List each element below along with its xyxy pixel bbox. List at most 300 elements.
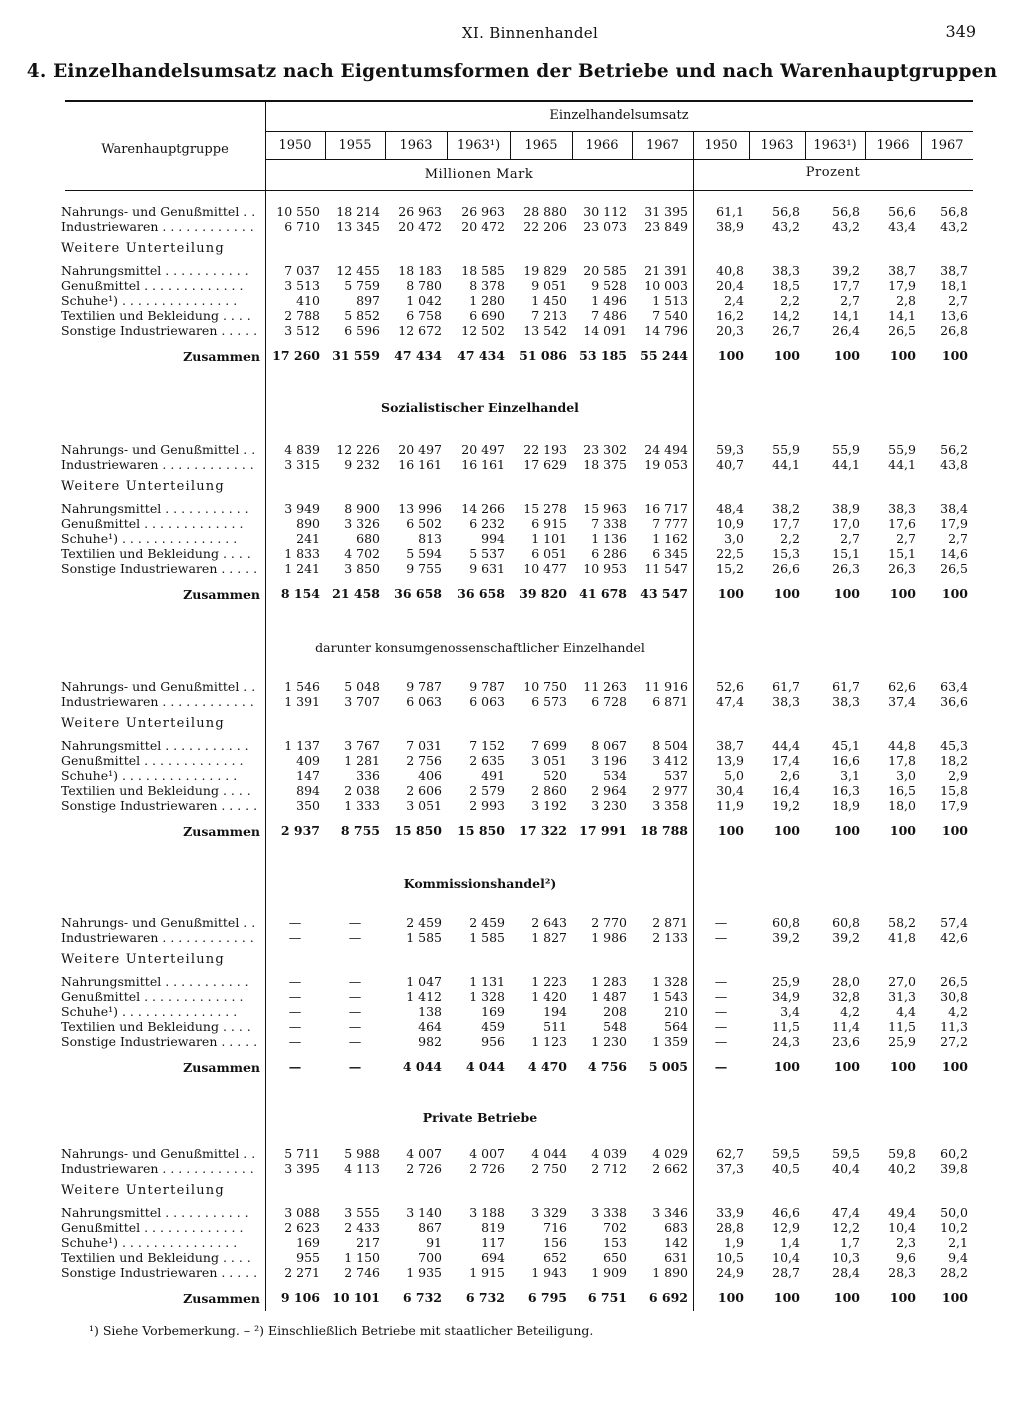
table-cell: 26,5 xyxy=(940,561,968,576)
table-cell: 28,2 xyxy=(940,1265,968,1280)
table-cell: 1 223 xyxy=(531,974,567,989)
table-cell: 23 849 xyxy=(644,219,688,234)
table-cell: 17 629 xyxy=(523,457,567,472)
table-cell: 47 434 xyxy=(394,348,442,363)
unit-absolute: Millionen Mark xyxy=(424,167,534,182)
table-cell: 22,5 xyxy=(716,546,744,561)
table-cell: 36,6 xyxy=(940,694,968,709)
table-cell: 138 xyxy=(418,1004,442,1019)
table-cell: 17,9 xyxy=(888,278,916,293)
row-label-schuhe: Schuhe¹) . . . . . . . . . . . . . . . xyxy=(61,293,238,308)
table-cell: 153 xyxy=(603,1235,627,1250)
table-cell: 2 788 xyxy=(284,308,320,323)
table-cell: 19 829 xyxy=(523,263,567,278)
year-header-pct: 1950 xyxy=(704,138,738,153)
table-cell: 3 192 xyxy=(531,798,567,813)
table-cell: 10 750 xyxy=(523,679,567,694)
table-cell: 4 113 xyxy=(344,1161,380,1176)
table-cell: 1 935 xyxy=(406,1265,442,1280)
row-label-schuhe: Schuhe¹) . . . . . . . . . . . . . . . xyxy=(61,768,238,783)
table-cell: 59,8 xyxy=(888,1146,916,1161)
table-cell: 39,2 xyxy=(832,263,860,278)
table-cell: 100 xyxy=(889,823,916,838)
table-cell: 20,4 xyxy=(716,278,744,293)
table-cell: 194 xyxy=(543,1004,567,1019)
section-title: Kommissionshandel²) xyxy=(403,876,557,891)
table-cell: 3,0 xyxy=(724,531,744,546)
total-label: Zusammen xyxy=(183,349,260,364)
table-cell: 19 053 xyxy=(644,457,688,472)
table-cell: 1 230 xyxy=(591,1034,627,1049)
table-cell: 867 xyxy=(418,1220,442,1235)
table-cell: 3 555 xyxy=(344,1205,380,1220)
table-cell: 47,4 xyxy=(716,694,744,709)
table-cell: 2 977 xyxy=(652,783,688,798)
table-cell: 55 244 xyxy=(640,348,688,363)
table-cell: 26,4 xyxy=(832,323,860,338)
table-cell: 20 497 xyxy=(398,442,442,457)
table-cell: 7 213 xyxy=(531,308,567,323)
table-cell: 6 728 xyxy=(591,694,627,709)
table-cell: 60,8 xyxy=(832,915,860,930)
year-header-abs: 1967 xyxy=(645,138,680,153)
table-cell: 18 788 xyxy=(640,823,688,838)
table-cell: 28,4 xyxy=(832,1265,860,1280)
table-cell: 15 278 xyxy=(523,501,567,516)
top-header: Einzelhandelsumsatz xyxy=(549,108,689,123)
table-cell: 44,8 xyxy=(888,738,916,753)
table-cell: 45,1 xyxy=(832,738,860,753)
table-cell: 60,2 xyxy=(940,1146,968,1161)
table-cell: 17 260 xyxy=(272,348,320,363)
table-cell: 3 412 xyxy=(652,753,688,768)
table-cell: 52,6 xyxy=(716,679,744,694)
table-cell: 26,5 xyxy=(888,323,916,338)
table-cell: 6 690 xyxy=(469,308,505,323)
table-cell: 3 188 xyxy=(469,1205,505,1220)
row-label-genussmittel: Genußmittel . . . . . . . . . . . . . xyxy=(61,1220,244,1235)
table-cell: — xyxy=(348,974,362,989)
table-cell: 716 xyxy=(543,1220,567,1235)
row-label-nahrungsmittel: Nahrungsmittel . . . . . . . . . . . xyxy=(61,263,249,278)
table-cell: 208 xyxy=(603,1004,627,1019)
table-cell: 24,9 xyxy=(716,1265,744,1280)
table-cell: 15 850 xyxy=(394,823,442,838)
table-cell: 56,8 xyxy=(832,204,860,219)
table-cell: 3,0 xyxy=(896,768,916,783)
table-cell: 3 395 xyxy=(284,1161,320,1176)
table-cell: 12 672 xyxy=(398,323,442,338)
table-cell: 6 596 xyxy=(344,323,380,338)
subdivision-heading: Weitere Unterteilung xyxy=(61,1183,225,1198)
table-cell: 6 732 xyxy=(465,1290,505,1305)
table-cell: 10 101 xyxy=(332,1290,380,1305)
table-cell: — xyxy=(714,989,728,1004)
table-cell: 28,3 xyxy=(888,1265,916,1280)
table-cell: 5 852 xyxy=(344,308,380,323)
table-cell: 520 xyxy=(543,768,567,783)
table-cell: 12,9 xyxy=(772,1220,800,1235)
table-cell: 2 038 xyxy=(344,783,380,798)
table-cell: 156 xyxy=(543,1235,567,1250)
table-cell: 3 230 xyxy=(591,798,627,813)
table-cell: 1 328 xyxy=(469,989,505,1004)
table-cell: 1 131 xyxy=(469,974,505,989)
table-cell: 2,1 xyxy=(948,1235,968,1250)
table-cell: 40,2 xyxy=(888,1161,916,1176)
table-cell: 210 xyxy=(664,1004,688,1019)
table-cell: 17 991 xyxy=(579,823,627,838)
table-cell: 17,0 xyxy=(832,516,860,531)
table-cell: 2 579 xyxy=(469,783,505,798)
table-cell: 459 xyxy=(481,1019,505,1034)
table-cell: 8 900 xyxy=(344,501,380,516)
table-cell: 26 963 xyxy=(398,204,442,219)
table-cell: 2 964 xyxy=(591,783,627,798)
table-cell: 13,9 xyxy=(716,753,744,768)
column-rule xyxy=(632,131,633,159)
table-cell: 3 346 xyxy=(652,1205,688,1220)
table-cell: 41 678 xyxy=(579,586,627,601)
table-cell: 8 378 xyxy=(469,278,505,293)
table-cell: — xyxy=(714,1059,728,1074)
table-cell: — xyxy=(714,915,728,930)
table-cell: 680 xyxy=(356,531,380,546)
table-cell: 410 xyxy=(296,293,320,308)
table-cell: 20 497 xyxy=(461,442,505,457)
table-cell: 6 345 xyxy=(652,546,688,561)
table-cell: 2 643 xyxy=(531,915,567,930)
table-cell: 40,7 xyxy=(716,457,744,472)
table-cell: 100 xyxy=(717,823,744,838)
chapter-header: XI. Binnenhandel xyxy=(461,24,599,42)
table-cell: 10,9 xyxy=(716,516,744,531)
row-label-genussmittel: Genußmittel . . . . . . . . . . . . . xyxy=(61,989,244,1004)
table-cell: — xyxy=(288,974,302,989)
table-cell: — xyxy=(714,974,728,989)
table-cell: 100 xyxy=(717,1290,744,1305)
table-cell: 631 xyxy=(664,1250,688,1265)
table-cell: 564 xyxy=(664,1019,688,1034)
table-cell: 100 xyxy=(941,1059,968,1074)
year-header-pct: 1963¹) xyxy=(813,138,857,153)
year-header-pct: 1966 xyxy=(876,138,910,153)
table-cell: 31 559 xyxy=(332,348,380,363)
table-cell: 1 391 xyxy=(284,694,320,709)
table-cell: 100 xyxy=(833,586,860,601)
table-cell: — xyxy=(348,1059,362,1074)
row-label-industriewaren: Industriewaren . . . . . . . . . . . . xyxy=(61,930,254,945)
table-cell: 10 003 xyxy=(644,278,688,293)
stub-header: Warenhauptgruppe xyxy=(101,142,229,157)
row-label-textilien: Textilien und Bekleidung . . . . xyxy=(61,1250,251,1265)
table-cell: 1 328 xyxy=(652,974,688,989)
table-cell: 5 048 xyxy=(344,679,380,694)
table-cell: 6 063 xyxy=(469,694,505,709)
table-cell: 7 699 xyxy=(531,738,567,753)
row-label-genussmittel: Genußmittel . . . . . . . . . . . . . xyxy=(61,516,244,531)
table-cell: 63,4 xyxy=(940,679,968,694)
table-cell: 18 183 xyxy=(398,263,442,278)
table-cell: 9 051 xyxy=(531,278,567,293)
table-cell: 11,5 xyxy=(888,1019,916,1034)
row-label-industriewaren: Industriewaren . . . . . . . . . . . . xyxy=(61,457,254,472)
subdivision-heading: Weitere Unterteilung xyxy=(61,716,225,731)
table-cell: 38,7 xyxy=(940,263,968,278)
table-cell: 1 137 xyxy=(284,738,320,753)
total-label: Zusammen xyxy=(183,824,260,839)
table-cell: 3,4 xyxy=(780,1004,800,1019)
table-cell: 1,9 xyxy=(724,1235,744,1250)
table-cell: 100 xyxy=(941,823,968,838)
table-cell: 55,9 xyxy=(888,442,916,457)
table-cell: 13 542 xyxy=(523,323,567,338)
table-cell: 30 112 xyxy=(583,204,627,219)
table-cell: 1 496 xyxy=(591,293,627,308)
table-cell: 23 073 xyxy=(583,219,627,234)
table-cell: 1,7 xyxy=(840,1235,860,1250)
table-cell: 13,6 xyxy=(940,308,968,323)
table-cell: 26,5 xyxy=(940,974,968,989)
table-cell: 14,1 xyxy=(888,308,916,323)
table-cell: 1 513 xyxy=(652,293,688,308)
table-cell: 17,7 xyxy=(832,278,860,293)
table-cell: 40,8 xyxy=(716,263,744,278)
table-cell: 10,4 xyxy=(772,1250,800,1265)
table-cell: 32,8 xyxy=(832,989,860,1004)
table-cell: 38,7 xyxy=(716,738,744,753)
table-cell: 2 746 xyxy=(344,1265,380,1280)
table-cell: 10,2 xyxy=(940,1220,968,1235)
table-cell: 890 xyxy=(296,516,320,531)
table-cell: 26,6 xyxy=(772,561,800,576)
table-cell: 4 702 xyxy=(344,546,380,561)
table-cell: 46,6 xyxy=(772,1205,800,1220)
row-label-textilien: Textilien und Bekleidung . . . . xyxy=(61,783,251,798)
column-rule xyxy=(325,131,326,159)
header-rule-1 xyxy=(265,131,973,132)
row-label-genussmittel: Genußmittel . . . . . . . . . . . . . xyxy=(61,278,244,293)
table-cell: 7 486 xyxy=(591,308,627,323)
table-cell: 56,8 xyxy=(940,204,968,219)
abs-pct-divider xyxy=(693,131,694,1311)
table-cell: 2 860 xyxy=(531,783,567,798)
table-cell: 40,5 xyxy=(772,1161,800,1176)
table-cell: 7 152 xyxy=(469,738,505,753)
table-cell: 3 051 xyxy=(406,798,442,813)
table-cell: 22 193 xyxy=(523,442,567,457)
table-cell: 16,2 xyxy=(716,308,744,323)
table-cell: 28,8 xyxy=(716,1220,744,1235)
table-cell: 11 916 xyxy=(644,679,688,694)
table-cell: 17 322 xyxy=(519,823,567,838)
table-cell: 2,6 xyxy=(780,768,800,783)
table-cell: 100 xyxy=(773,348,800,363)
table-cell: 11,5 xyxy=(772,1019,800,1034)
table-cell: 2,2 xyxy=(780,293,800,308)
table-cell: 1 047 xyxy=(406,974,442,989)
table-cell: 1 890 xyxy=(652,1265,688,1280)
table-cell: 100 xyxy=(889,348,916,363)
table-cell: 1 487 xyxy=(591,989,627,1004)
table-cell: 142 xyxy=(664,1235,688,1250)
table-cell: 25,9 xyxy=(888,1034,916,1049)
table-cell: 2 635 xyxy=(469,753,505,768)
table-cell: 2 993 xyxy=(469,798,505,813)
table-cell: 1 150 xyxy=(344,1250,380,1265)
row-label-nahrungsmittel: Nahrungsmittel . . . . . . . . . . . xyxy=(61,974,249,989)
table-cell: 1 280 xyxy=(469,293,505,308)
table-cell: 17,9 xyxy=(940,516,968,531)
year-header-abs: 1950 xyxy=(278,138,312,153)
table-cell: 956 xyxy=(481,1034,505,1049)
table-cell: 819 xyxy=(481,1220,505,1235)
table-cell: 1 585 xyxy=(469,930,505,945)
table-cell: 17,8 xyxy=(888,753,916,768)
row-label-textilien: Textilien und Bekleidung . . . . xyxy=(61,1019,251,1034)
table-cell: 5 537 xyxy=(469,546,505,561)
section-title: darunter konsumgenossenschaftlicher Einzelhandel xyxy=(315,640,645,655)
table-cell: 18 585 xyxy=(461,263,505,278)
table-cell: 1 162 xyxy=(652,531,688,546)
table-cell: 38,3 xyxy=(832,694,860,709)
table-cell: 38,7 xyxy=(888,263,916,278)
table-cell: 15,2 xyxy=(716,561,744,576)
year-header-pct: 1963 xyxy=(760,138,794,153)
table-cell: 650 xyxy=(603,1250,627,1265)
table-cell: 1 123 xyxy=(531,1034,567,1049)
table-cell: 15 850 xyxy=(457,823,505,838)
table-cell: 16,5 xyxy=(888,783,916,798)
table-cell: 38,3 xyxy=(772,263,800,278)
table-cell: 49,4 xyxy=(888,1205,916,1220)
column-rule xyxy=(749,131,750,159)
table-cell: 409 xyxy=(296,753,320,768)
table-cell: 994 xyxy=(481,531,505,546)
unit-percent: Prozent xyxy=(805,165,861,180)
table-cell: 38,3 xyxy=(888,501,916,516)
table-cell: 2 712 xyxy=(591,1161,627,1176)
table-cell: 39 820 xyxy=(519,586,567,601)
table-cell: 1 833 xyxy=(284,546,320,561)
table-cell: 9 631 xyxy=(469,561,505,576)
table-cell: 2 459 xyxy=(469,915,505,930)
table-cell: 1 042 xyxy=(406,293,442,308)
table-cell: 100 xyxy=(833,1059,860,1074)
table-cell: 2 871 xyxy=(652,915,688,930)
total-label: Zusammen xyxy=(183,1291,260,1306)
table-cell: 491 xyxy=(481,768,505,783)
table-cell: 40,4 xyxy=(832,1161,860,1176)
table-cell: 9 787 xyxy=(469,679,505,694)
table-cell: 9,6 xyxy=(896,1250,916,1265)
table-cell: 2,2 xyxy=(780,531,800,546)
table-cell: 53 185 xyxy=(579,348,627,363)
table-cell: 2,7 xyxy=(948,293,968,308)
table-cell: 3 767 xyxy=(344,738,380,753)
footnote: ¹) Siehe Vorbemerkung. – ²) Einschließlich Betriebe mit staatlicher Beteiligung. xyxy=(89,1323,594,1338)
table-cell: 19,2 xyxy=(772,798,800,813)
table-cell: 537 xyxy=(664,768,688,783)
year-header-abs: 1966 xyxy=(585,138,619,153)
table-cell: 147 xyxy=(296,768,320,783)
table-cell: 61,7 xyxy=(832,679,860,694)
table-cell: 169 xyxy=(296,1235,320,1250)
table-cell: 1 450 xyxy=(531,293,567,308)
page-number: 349 xyxy=(945,22,976,41)
table-cell: 9 106 xyxy=(280,1290,320,1305)
table-cell: 59,5 xyxy=(772,1146,800,1161)
table-cell: 12 455 xyxy=(336,263,380,278)
table-cell: 100 xyxy=(773,1059,800,1074)
table-cell: 217 xyxy=(356,1235,380,1250)
table-cell: 43,2 xyxy=(832,219,860,234)
table-cell: 1 585 xyxy=(406,930,442,945)
table-cell: 22 206 xyxy=(523,219,567,234)
table-cell: 31,3 xyxy=(888,989,916,1004)
table-cell: 16,4 xyxy=(772,783,800,798)
table-cell: 100 xyxy=(889,1059,916,1074)
table-cell: 61,1 xyxy=(716,204,744,219)
table-cell: 18,1 xyxy=(940,278,968,293)
table-cell: 10,4 xyxy=(888,1220,916,1235)
table-cell: 38,9 xyxy=(716,219,744,234)
year-header-abs: 1955 xyxy=(338,138,372,153)
table-cell: — xyxy=(288,1004,302,1019)
table-cell: 30,4 xyxy=(716,783,744,798)
table-cell: 4 470 xyxy=(527,1059,567,1074)
table-cell: 100 xyxy=(773,1290,800,1305)
table-cell: 26,3 xyxy=(832,561,860,576)
table-cell: 2,7 xyxy=(840,293,860,308)
table-cell: 894 xyxy=(296,783,320,798)
table-cell: 57,4 xyxy=(940,915,968,930)
table-cell: 26,8 xyxy=(940,323,968,338)
table-cell: 6 051 xyxy=(531,546,567,561)
table-cell: 6 232 xyxy=(469,516,505,531)
table-cell: 2 937 xyxy=(280,823,320,838)
table-cell: 26,3 xyxy=(888,561,916,576)
table-cell: 16 161 xyxy=(398,457,442,472)
table-cell: 36 658 xyxy=(394,586,442,601)
table-cell: 4 839 xyxy=(284,442,320,457)
header-bottom-rule xyxy=(65,190,973,191)
table-cell: 5 759 xyxy=(344,278,380,293)
table-cell: 47 434 xyxy=(457,348,505,363)
table-cell: 2,3 xyxy=(896,1235,916,1250)
table-cell: 18,5 xyxy=(772,278,800,293)
table-cell: 3 949 xyxy=(284,501,320,516)
table-cell: 982 xyxy=(418,1034,442,1049)
table-cell: 14,2 xyxy=(772,308,800,323)
table-cell: 2,9 xyxy=(948,768,968,783)
table-cell: 9,4 xyxy=(948,1250,968,1265)
table-cell: 100 xyxy=(941,348,968,363)
table-cell: 27,2 xyxy=(940,1034,968,1049)
table-cell: 62,7 xyxy=(716,1146,744,1161)
row-label-schuhe: Schuhe¹) . . . . . . . . . . . . . . . xyxy=(61,531,238,546)
table-cell: 6 573 xyxy=(531,694,567,709)
table-cell: 3,1 xyxy=(840,768,860,783)
year-header-abs: 1963¹) xyxy=(456,138,501,153)
table-cell: 8 067 xyxy=(591,738,627,753)
table-cell: 10 953 xyxy=(583,561,627,576)
table-cell: — xyxy=(714,1034,728,1049)
table-cell: 16,6 xyxy=(832,753,860,768)
column-rule xyxy=(385,131,386,159)
row-label-nahrungsmittel: Nahrungsmittel . . . . . . . . . . . xyxy=(61,738,249,753)
table-cell: 2,7 xyxy=(896,531,916,546)
